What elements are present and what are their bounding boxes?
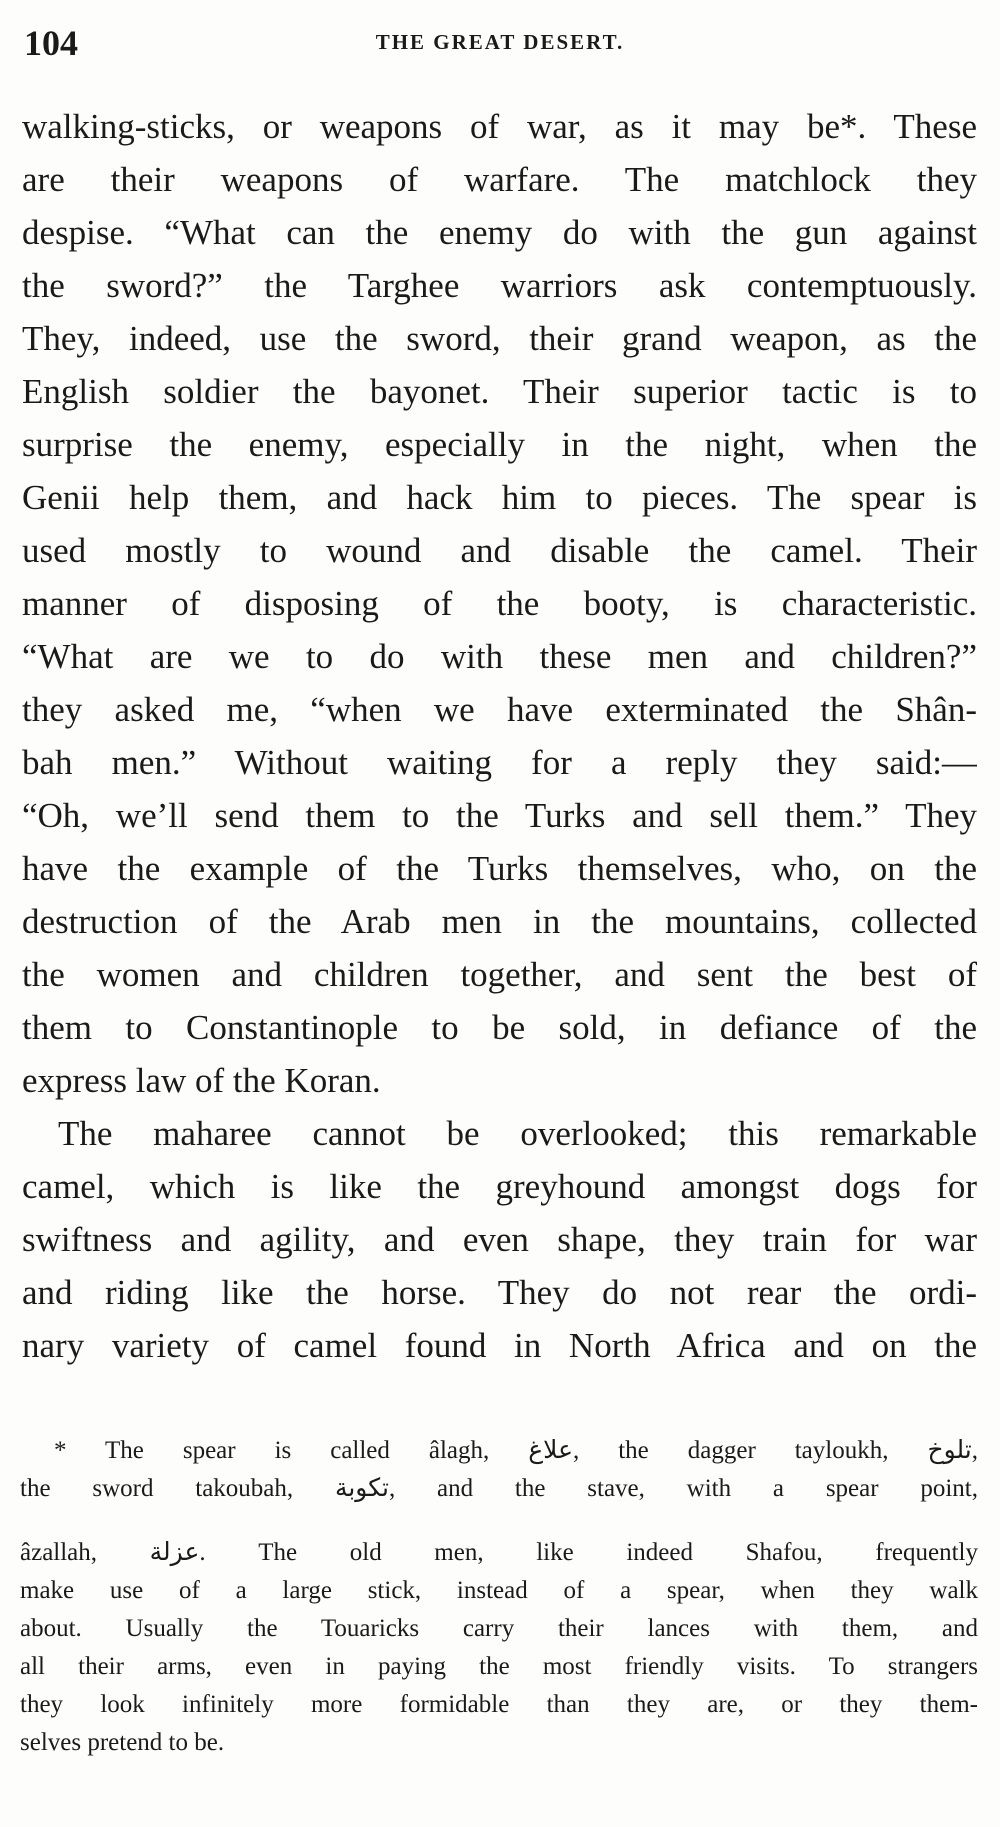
body-line: the sword?” the Targhee warriors ask contemptuously. — [22, 266, 977, 305]
body-line: are their weapons of warfare. The matchlock they — [22, 160, 977, 199]
footnote-line: * The spear is called âlagh, علاغ, the dagger tayloukh, تلوخ, — [54, 1437, 978, 1464]
footnote-line: about. Usually the Touaricks carry their lances with them, and — [20, 1615, 978, 1642]
footnote-line: all their arms, even in paying the most friendly visits. To strangers — [20, 1653, 978, 1680]
body-line: used mostly to wound and disable the camel. Their — [22, 531, 977, 570]
footnote-line: selves pretend to be. — [20, 1729, 225, 1756]
body-line: manner of disposing of the booty, is characteristic. — [22, 584, 977, 623]
body-line: have the example of the Turks themselves, who, on the — [22, 849, 977, 888]
body-line: swiftness and agility, and even shape, they train for war — [22, 1220, 977, 1259]
paragraph-start-line: The maharee cannot be overlooked; this remarkable — [58, 1114, 977, 1153]
body-line: Genii help them, and hack him to pieces. The spear is — [22, 478, 977, 517]
body-line: camel, which is like the greyhound amongst dogs for — [22, 1167, 977, 1206]
body-line: them to Constantinople to be sold, in defiance of the — [22, 1008, 977, 1047]
body-line: English soldier the bayonet. Their superior tactic is to — [22, 372, 977, 411]
body-line: they asked me, “when we have exterminated the Shân- — [22, 690, 977, 729]
page-heading: THE GREAT DESERT. — [375, 30, 625, 54]
running-head — [24, 22, 976, 62]
body-line: and riding like the horse. They do not rear the ordi- — [22, 1273, 977, 1312]
page-number: 104 — [24, 23, 78, 63]
body-line: “Oh, we’ll send them to the Turks and sell them.” They — [22, 796, 977, 835]
footnote-line: make use of a large stick, instead of a spear, when they walk — [20, 1577, 978, 1604]
body-line: bah men.” Without waiting for a reply they said:— — [22, 743, 977, 782]
footnote-line: âzallah, عزلة. The old men, like indeed Shafou, frequently — [20, 1539, 978, 1566]
body-line: nary variety of camel found in North Africa and on the — [22, 1326, 977, 1365]
body-line: walking-sticks, or weapons of war, as it may be*. These — [22, 107, 977, 146]
body-line: despise. “What can the enemy do with the gun against — [22, 213, 977, 252]
body-line: the women and children together, and sent the best of — [22, 955, 977, 994]
body-line: destruction of the Arab men in the mountains, collected — [22, 902, 977, 941]
body-text — [22, 100, 977, 1372]
body-line: They, indeed, use the sword, their grand weapon, as the — [22, 319, 977, 358]
footnote-line: the sword takoubah, تكوبة, and the stave, with a spear point, — [20, 1475, 978, 1502]
body-line: express law of the Koran. — [22, 1061, 381, 1100]
footnote — [20, 1432, 978, 1762]
body-line: surprise the enemy, especially in the night, when the — [22, 425, 977, 464]
body-line: “What are we to do with these men and children?” — [22, 637, 977, 676]
footnote-line: they look infinitely more formidable than they are, or they them- — [20, 1691, 978, 1718]
